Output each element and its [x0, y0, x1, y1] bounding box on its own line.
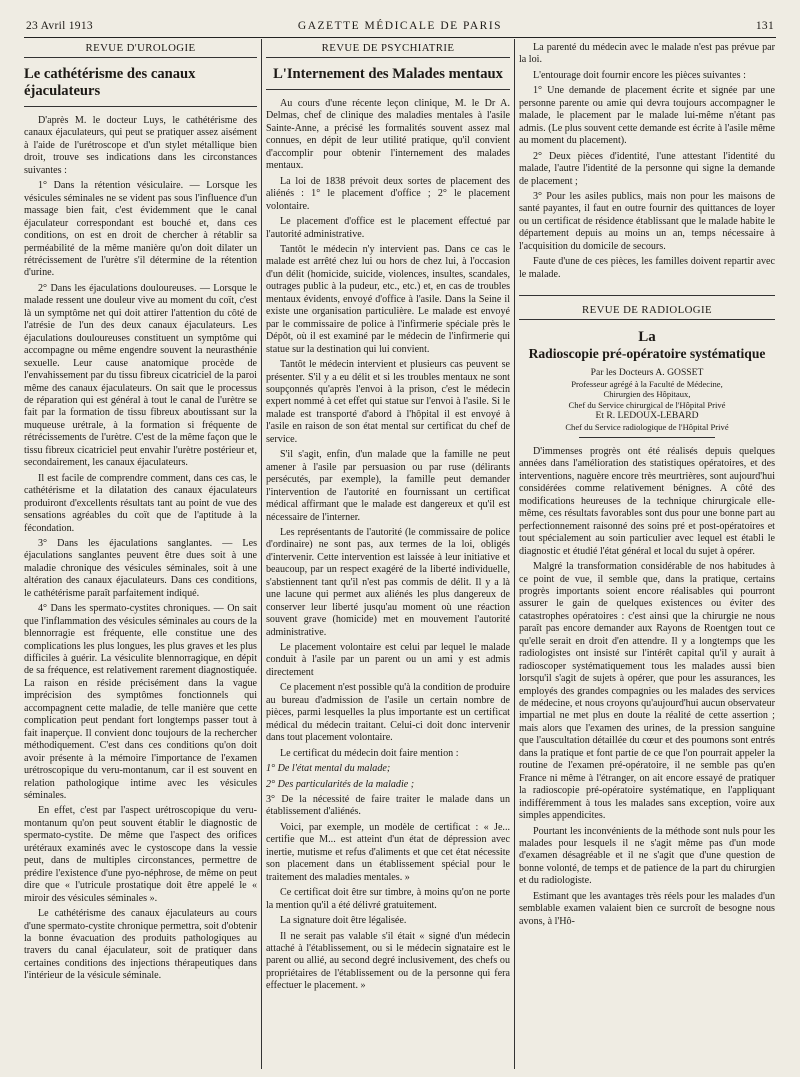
paragraph: L'entourage doit fournir encore les pièces suivantes :	[533, 69, 746, 81]
list-item: 1° De l'état mental du malade;	[266, 763, 391, 775]
paragraph: Ce certificat doit être sur timbre, à moins qu'on ne porte la mention qu'il a été délivré gratuitement.	[266, 887, 510, 911]
column-divider-1	[261, 39, 262, 1069]
paragraph: Tantôt le médecin n'y intervient pas. Dans ce cas le malade est arrêté chez lui ou hors de chez lui, à l'occasion d'un délit (homicide, suicide, violences, insultes, scandales, outrages public à la pudeur, etc., etc.) et, en cas de troubles mentaux évidents, envoyé d'office à l'asile. Dans la Seine il existe une organisation particulière. Le malade est envoyé par le commissaire de police à l'infirmerie spéciale près le Dépôt, où il est examiné par le médecin de l'infirmerie qui statue sur la destination qui lui convient.	[266, 243, 510, 355]
paragraph: 2° Dans les éjaculations douloureuses. — Lorsque le malade ressent une douleur vive au moment du coït, c'est là un symptôme net qui doit attirer l'attention du côté de l'atrésie de l'un des deux canaux éjaculateurs. Les éjaculations douloureuses constituent un symptôme qui accompagne ou même engendre souvent la neurasthénie sexuelle. Leur cause anatomique procède de l'envahissement par du tissu fibreux cicatriciel de la paroi même des canaux éjaculateurs. On sait que le processus de réparation qui est général à tout le canal de l'urètre se fait par la formation de tissu fibreux aboutissant sur la muqueuse urétrale, à la formation si fréquente de rétrécissements de l'urètre. C'est de la même façon que le tissu fibreux cicatriciel peut envahir l'urètre postérieur et, secondairement, les canaux éjaculateurs.	[24, 282, 257, 469]
paragraph: Le cathétérisme des canaux éjaculateurs au cours d'une spermato-cystite chronique permettra, soit d'obtenir la bonne évacuation des produits pathologiques au travers du canal éjaculateur, soit de pratiquer dans certaines conditions des injections thérapeutiques dans l'intérieur de la vésicule séminale.	[24, 908, 257, 982]
paragraph: D'après M. le docteur Luys, le cathétérisme des canaux éjaculateurs, qui peut se pratiquer assez aisément à l'aide de l'urétroscope et d'un stylet métallique bien droit, trouve ses indications dans les circonstances suivantes :	[24, 115, 257, 176]
paragraph: Le placement d'office est le placement effectué par l'autorité administrative.	[266, 216, 510, 240]
article-title-line2: Radioscopie pré-opératoire systématique	[528, 346, 766, 362]
column-divider-2	[514, 39, 515, 1069]
column-right	[519, 42, 775, 1069]
paragraph: 3° Dans les éjaculations sanglantes. — Les éjaculations sanglantes peuvent être dues soit à une maladie chronique des vésicules séminales, soit à une altération des canaux éjaculateurs. Dans ces conditions, le cathétérisme paraît parfaitement indiqué.	[24, 537, 257, 599]
byline-affiliation: Chirurgien des Hôpitaux,	[603, 389, 691, 400]
article-title: L'Internement des Malades mentaux	[273, 66, 503, 82]
paragraph: Les représentants de l'autorité (le commissaire de police d'ordinaire) ne sont pas, aux termes de la loi, obligés d'intervenir. Cette intervention est laissée à leur initiative et beaucoup, par un respect exagéré de la liberté individuelle, s'abstiennent tant qu'il n'est pas commis de délit. Il y a là une lacune qui permet aux aliénés les plus dangereux de conserver leur liberté jusqu'au moment où une réaction souvent grave (homicide) met en mouvement l'autorité administrative.	[266, 526, 510, 638]
title-rule	[266, 89, 510, 90]
byline-affiliation: Chef du Service radiologique de l'Hôpital Privé	[565, 421, 729, 432]
issue-date: 23 Avril 1913	[26, 20, 93, 32]
list-item: 3° De la nécessité de faire traiter le malade dans un établissement d'aliénés.	[266, 794, 510, 818]
section-rule	[24, 57, 257, 58]
paragraph: Le placement volontaire est celui par lequel le malade conduit à l'asile par un parent ou un ami y est admis directement	[266, 642, 510, 678]
paragraph: Voici, par exemple, un modèle de certificat : « Je... certifie que M... est atteint d'un état de dépression avec inertie, mutisme et refus d'aliments et que cet état nécessite son placement dans un établissement spécial pour le traitement des maladies mentales. »	[266, 821, 510, 883]
paragraph: La loi de 1838 prévoit deux sortes de placement des aliénés : 1° le placement d'office ; 2° le placement volontaire.	[266, 175, 510, 212]
byline-authors: Et R. LEDOUX-LEBARD	[595, 409, 699, 421]
paragraph: Il est facile de comprendre comment, dans ces cas, le cathétérisme et la dilatation des canaux éjaculateurs produiront d'excellents résultats tant au point de vue des sensations agréables du coït que de l'aptitude à la fécondation.	[24, 472, 257, 534]
column-urologie	[24, 42, 257, 1069]
journal-title: GAZETTE MÉDICALE DE PARIS	[297, 20, 503, 32]
paragraph: Tantôt le médecin intervient et plusieurs cas peuvent se présenter. S'il y a eu délit et si les troubles mentaux ne sont soupçonnés qu'après l'envoi à la prison, c'est le médecin expert nommé à cet effet qui statue sur l'envoi à l'asile. Si le malade est transporté d'abord à l'hôpital il est envoyé à l'asile en raison de son état mental sur certificat du chef de service.	[266, 359, 510, 445]
paragraph: La parenté du médecin avec le malade n'est pas prévue par la loi.	[519, 42, 775, 66]
paragraph: En effet, c'est par l'aspect urétroscopique du veru-montanum qu'on peut souvent établir le diagnostic de spermato-cystite. De même que l'aspect des orifices urétéraux examinés avec le cystoscope dans la vessie peut, dans de multiples circonstances, permettre de prédire l'existence d'une pyo-néphrose, de même on peut dire que « l'utricule prostatique doit être appelé le « miroir des vésicules séminales ».	[24, 805, 257, 904]
paragraph: Le certificat du médecin doit faire mention :	[280, 747, 459, 759]
paragraph: 2° Deux pièces d'identité, l'une attestant l'identité du malade, l'autre l'identité de la personne qui signe la demande de placement ;	[519, 150, 775, 187]
paragraph: Pourtant les inconvénients de la méthode sont nuls pour les malades pour lesquels il ne s'agit même pas d'un mode d'examen désagréable et il ne s'agit que d'une question de bonne volonté, de temps et de patience de la part du chirurgien et du radiologiste.	[519, 825, 775, 887]
list-item: 2° Des particularités de la maladie ;	[266, 778, 415, 790]
section-rule	[519, 319, 775, 320]
section-heading: REVUE DE RADIOLOGIE	[582, 304, 712, 317]
masthead	[26, 20, 774, 36]
section-rule	[266, 57, 510, 58]
paragraph: Ce placement n'est possible qu'à la condition de produire au bureau d'admission de l'asile un certain nombre de pièces, parmi lesquelles la plus importante est un certificat médical du médecin traitant. Celui-ci doit donc intervenir dans tout placement volontaire.	[266, 682, 510, 744]
section-heading: REVUE D'UROLOGIE	[85, 42, 196, 54]
byline-affiliation: Chef du Service chirurgical de l'Hôpital Privé	[568, 399, 726, 410]
article-title-line1: La	[638, 329, 656, 346]
paragraph: 3° Pour les asiles publics, mais non pour les maisons de santé payantes, il faut en outre fournir des quittances de loyer ou un certificat de résidence établissant que le malade habite le département depuis au moins un an, temps nécessaire à l'acquisition du domicile de secours.	[519, 190, 775, 252]
byline-authors: Par les Docteurs A. GOSSET	[590, 367, 704, 379]
section-heading: REVUE DE PSYCHIATRIE	[321, 42, 455, 54]
paragraph: D'immenses progrès ont été réalisés depuis quelques années dans l'amélioration des statistiques opératoires, et des interventions, naguère encore très meurtrières, sont aujourd'hui considérées comme relativement bénignes. A côté des modifications heureuses de la technique chirurgicale elle-même, ces résultats favorables sont dus pour une bonne part au perfectionnement raisonné des soins pré et post-opératoires et tout spécialement au soin particulier avec lequel est établi le diagnostic et étudié l'état général et local du sujet à opérer.	[519, 445, 775, 557]
paragraph: La signature doit être légalisée.	[280, 915, 407, 927]
paragraph: Estimant que les avantages très réels pour les malades d'un semblable examen valaient bien ce surcroît de besogne nous avons, à l'Hô-	[519, 890, 775, 927]
page-number: 131	[755, 20, 774, 32]
byline-affiliation: Professeur agrégé à la Faculté de Médecine,	[571, 378, 723, 389]
paragraph: Au cours d'une récente leçon clinique, M. le Dr A. Delmas, chef de clinique des maladies mentales à l'asile Sainte-Anne, a précisé les formalités souvent assez mal connues, en dépit de leur utilité pratique, qu'il convient d'accomplir pour obtenir l'internement des malades mentaux.	[266, 98, 510, 172]
paragraph: 4° Dans les spermato-cystites chroniques. — On sait que l'inflammation des vésicules séminales au cours de la blennorragie est fréquente, elle constitue une des complications les plus longues, les plus graves et les plus difficiles à guérir. La vésiculite blennorragique, en dépit de sa fréquence, est relativement rarement diagnostiquée. La raison en réside précisément dans la vague imprécision des symptômes fonctionnels qui accompagnent cette maladie, de telle manière que cette complication peut pendant fort longtemps passer tout à fait inaperçue. Il convient donc toujours de la rechercher méthodiquement. C'est dans ces conditions qu'on doit avoir présente à la mémoire l'importance de l'examen urétroscopique du veru-montanum, car il est souvent en relation pathologique intime avec les vésicules séminales.	[24, 603, 257, 802]
paragraph: Faute d'une de ces pièces, les familles doivent repartir avec le malade.	[519, 256, 775, 280]
masthead-rule	[24, 37, 776, 38]
paragraph: 1° Dans la rétention vésiculaire. — Lorsque les vésicules séminales ne se vident pas sous l'influence d'un massage bien fait, c'est évidemment que le canal éjaculateur correspondant est bouché et, dans ces conditions, on est en droit de chercher à rétablir sa perméabilité de la même manière qu'on doit dilater un rétrécissement de l'urètre s'il détermine de la rétention d'urine.	[24, 180, 257, 279]
section-rule	[519, 295, 775, 296]
article-title: Le cathétérisme des canaux éjaculateurs	[24, 66, 196, 99]
paragraph: S'il s'agit, enfin, d'un malade que la famille ne peut amener à l'asile par persuasion ou par ruse (délirants persécutés, par exemple), la famille peut demander l'intervention de l'autorité en fournissant un certificat médical affirmant que le malade est dangereux et qu'il est nécessaire de l'interner.	[266, 449, 510, 523]
title-rule	[579, 437, 715, 438]
column-psychiatrie	[266, 42, 510, 1069]
paragraph: Malgré la transformation considérable de nos habitudes à ce point de vue, il semble que, dans la pratique, certains progrès importants soient encore réalisables qui pourront assurer le gain de quelques existences ou éviter des catastrophes opératoires : c'est ainsi que la chirurgie ne nous paraît pas encore demander aux Rayons de Roentgen tout ce qu'elle serait en droit d'en attendre. Il y a longtemps que les radiologistes ont insisté sur l'intérêt capital qu'il y aurait à radioscoper systématiquement tous les malades aussi bien lorsqu'il s'agit de sujets à opérer, que pour les assurances, les employés des grandes compagnies ou les malades des services de médecine, et nous croyons qu'aujourd'hui aucun observateur impartial ne met plus en doute la réalité de cette assertion ; mais alors que l'examen des urines, de la pression sanguine que l'auscultation détaillée du cœur et des poumons sont entrés dans la pratique et font partie de ce que l'on pourrait appeler la routine de l'examen pré-opératoire, il ne semble pas qu'en France ni même à l'étranger, on ait encore essayé de pratiquer la radioscopie pré-opératoire systématique, en l'appliquant indifféremment à tous les malades sans exception, voire aux simples appendicites.	[519, 561, 775, 822]
title-rule	[24, 106, 257, 107]
paragraph: Il ne serait pas valable s'il était « signé d'un médecin attaché à l'établissement, ou si le médecin signataire est le parent ou allié, au second degré inclusivement, des chefs ou propriétaires de l'établissement ou de la personne qui fera effectuer le placement. »	[266, 930, 510, 992]
paragraph: 1° Une demande de placement écrite et signée par une personne parente ou amie qui devra toujours accompagner le malade, le placement par le malade lui-même n'étant pas admis. (Le plus souvent cette demande est écrite à l'asile même au moment du placement).	[519, 85, 775, 147]
